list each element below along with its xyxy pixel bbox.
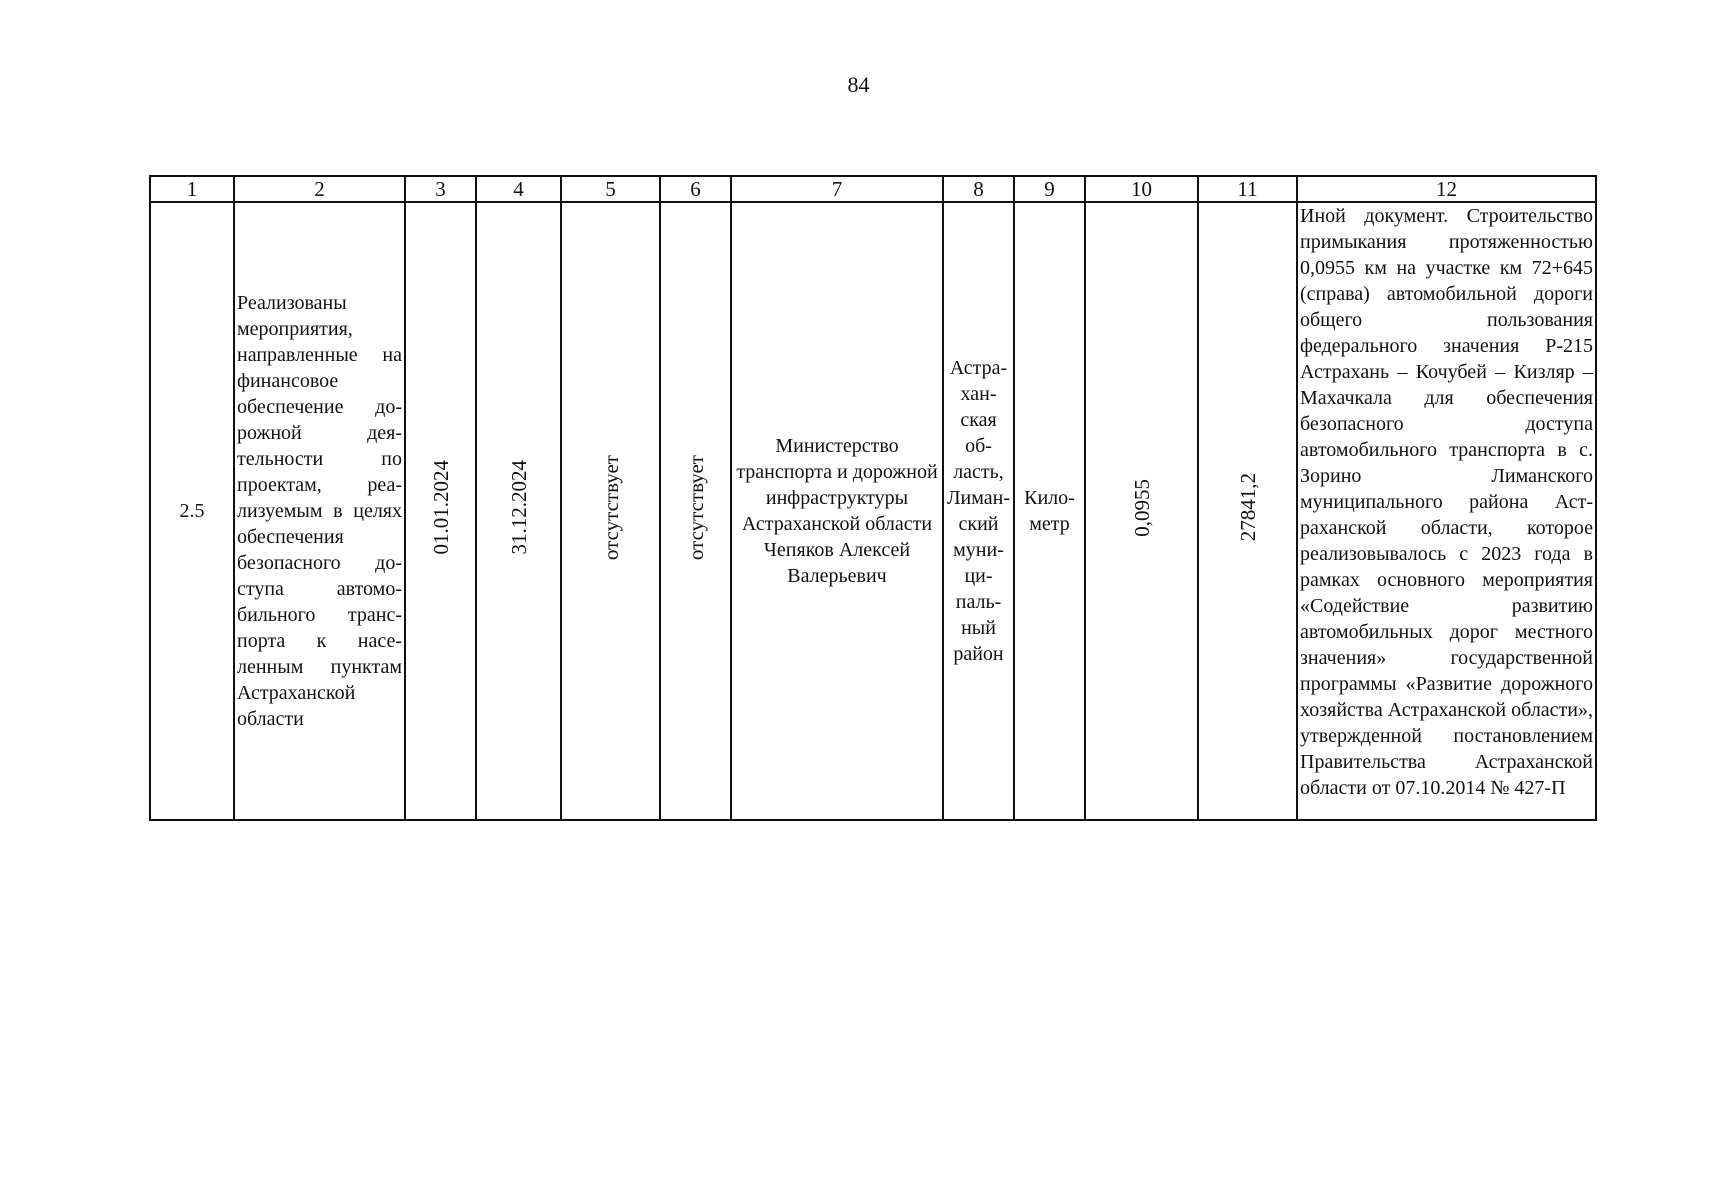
start-date-text: 01.01.2024 [428, 460, 453, 555]
value-text: 0,0955 [1129, 478, 1154, 537]
document-cell: Иной документ. Строительство примыкания протяженностью 0,0955 км на участке км 72+645 (справа) автомобильной дороги общего пользования федерального значения Р-215 Астрахань – Кочубей – Кизляр – Махачкала для обеспечения безопасного доступа автомобильного транспорта в с. Зорино Лиманского муниципального района Астраханской области, которое реализовывалось с 2023 года в рамках основного мероприятия «Содействие развитию автомобильных дорог местного значения» государственной программы «Развитие дорожного хозяйства Астраханской области», утвержденной постановлением Правительства Астраханской области от 07.10.2014 № 427-П [1297, 202, 1596, 820]
column-header-12: 12 [1297, 176, 1596, 202]
unit-cell: Километр [1014, 202, 1085, 820]
document-table [149, 175, 1597, 821]
amount-text: 27841,2 [1235, 473, 1260, 542]
column-header-6: 6 [660, 176, 731, 202]
territory-cell: Астраханская область, Лиманский муниципальный район [943, 202, 1014, 820]
column-5-cell [561, 202, 660, 820]
amount-cell [1198, 202, 1297, 820]
page-number: 84 [847, 72, 870, 97]
column-header-5: 5 [561, 176, 660, 202]
header-row [150, 176, 1596, 202]
column-6-text: отсутствует [683, 454, 708, 561]
column-header-9: 9 [1014, 176, 1085, 202]
responsible-person: Чепяков Алексей Валерьевич [763, 539, 911, 587]
end-date-text: 31.12.2024 [506, 460, 531, 555]
column-header-11: 11 [1198, 176, 1297, 202]
column-header-2: 2 [234, 176, 405, 202]
column-header-7: 7 [731, 176, 943, 202]
table-row [150, 202, 1596, 820]
responsible-cell [731, 202, 943, 820]
column-header-4: 4 [476, 176, 561, 202]
column-5-text: отсутствует [598, 454, 623, 561]
responsible-organization: Министерство транспорта и дорожной инфраструктуры Астраханской области [736, 435, 938, 535]
column-header-1: 1 [150, 176, 234, 202]
row-number-cell: 2.5 [150, 202, 234, 820]
column-header-8: 8 [943, 176, 1014, 202]
end-date-cell [476, 202, 561, 820]
column-header-3: 3 [405, 176, 476, 202]
value-cell [1085, 202, 1198, 820]
description-cell: Реализованы мероприятия, направленные на финансовое обеспечение дорожной деятельности по проектам, реализуемым в целях обеспечения безопасного доступа автомобильного транспорта к населенным пунктам Астраханской области [234, 202, 405, 820]
column-6-cell [660, 202, 731, 820]
start-date-cell [405, 202, 476, 820]
column-header-10: 10 [1085, 176, 1198, 202]
